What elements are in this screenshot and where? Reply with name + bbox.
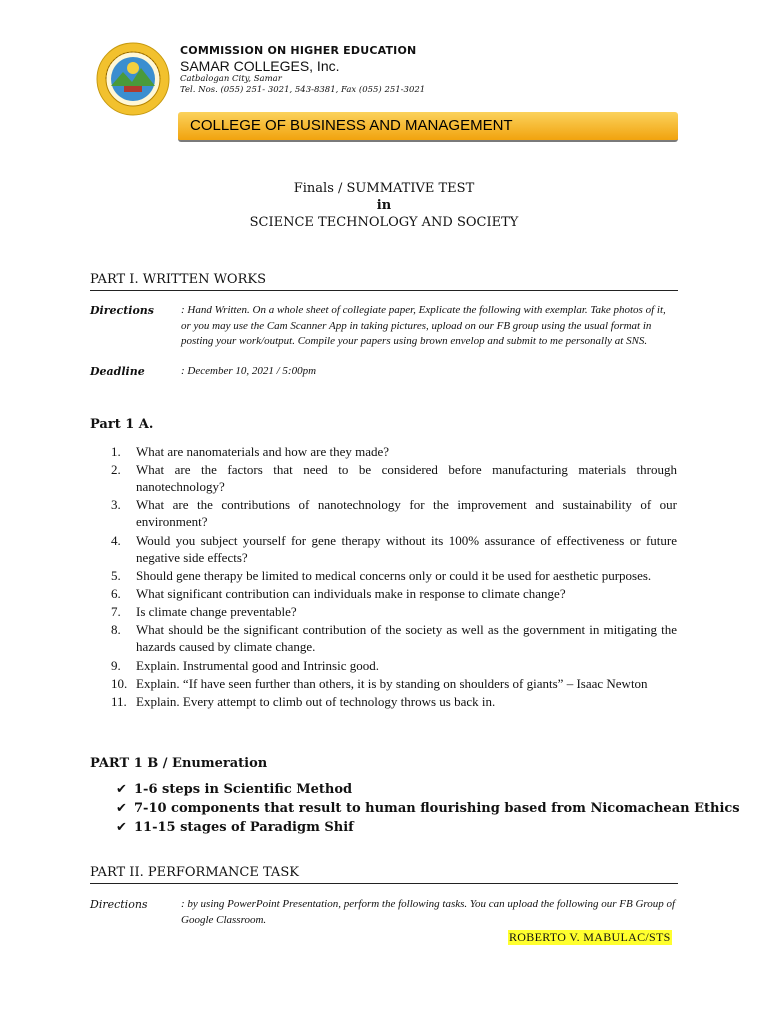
deadline-text: : December 10, 2021 / 5:00pm <box>181 365 317 377</box>
part1-divider <box>90 290 678 291</box>
question-text: What are the factors that need to be considered before manufacturing materials through nanotechnology? <box>136 462 677 495</box>
question-item <box>111 621 677 655</box>
question-text: Should gene therapy be limited to medical concerns only or could it be used for aesthetic purposes. <box>136 567 652 583</box>
directions-label: Directions <box>90 304 154 317</box>
question-text: What should be the significant contribution of the society as well as the government in mitigating the hazards caused by climate change. <box>136 622 677 655</box>
question-item <box>111 496 677 530</box>
question-item <box>111 532 677 566</box>
question-number: 7. <box>111 604 121 620</box>
part2-divider <box>90 883 678 884</box>
commission-name: COMMISSION ON HIGHER EDUCATION <box>180 44 417 57</box>
school-seal-logo <box>96 42 170 116</box>
question-item <box>111 585 677 602</box>
test-title: Finals / SUMMATIVE TEST <box>293 181 475 196</box>
question-number: 9. <box>111 657 121 673</box>
question-text: Explain. Instrumental good and Intrinsic good. <box>136 657 379 673</box>
enumeration-text: 11-15 stages of Paradigm Shif <box>134 820 354 835</box>
enumeration-text: 1-6 steps in Scientific Method <box>134 782 353 797</box>
question-number: 11. <box>111 693 127 709</box>
school-address: Catbalogan City, Samar <box>180 74 282 84</box>
part2-directions-text: : by using PowerPoint Presentation, perform the following tasks. You can upload the following our FB Group of Google Classroom. <box>181 898 676 926</box>
question-text: Explain. “If have seen further than others, it is by standing on shoulders of giants” – Isaac Newton <box>136 675 648 691</box>
part1b-heading: PART 1 B / Enumeration <box>90 756 268 771</box>
subject-title: SCIENCE TECHNOLOGY AND SOCIETY <box>249 215 519 230</box>
part2-heading: PART II. PERFORMANCE TASK <box>90 865 299 880</box>
question-number: 1. <box>111 444 121 459</box>
question-item <box>111 443 677 460</box>
school-contact: Tel. Nos. (055) 251- 3021, 543-8381, Fax (055) 251-3021 <box>180 85 426 95</box>
question-number: 8. <box>111 622 121 638</box>
question-text: Explain. Every attempt to climb out of technology throws us back in. <box>136 693 496 709</box>
enumeration-item <box>116 820 354 835</box>
question-text: What are nanomaterials and how are they made? <box>136 444 390 459</box>
question-number: 3. <box>111 497 121 513</box>
question-text: Would you subject yourself for gene therapy without its 100% assurance of effectiveness or future negative side effects? <box>136 532 677 565</box>
instructor-signature: ROBERTO V. MABULAC/STS <box>509 930 671 944</box>
school-name: SAMAR COLLEGES, Inc. <box>180 58 340 74</box>
part2-directions-label: Directions <box>90 898 148 911</box>
question-text: Is climate change preventable? <box>136 604 297 620</box>
deadline-label: Deadline <box>90 365 145 378</box>
question-number: 2. <box>111 462 121 478</box>
question-item <box>111 567 677 584</box>
college-banner: COLLEGE OF BUSINESS AND MANAGEMENT <box>178 112 678 142</box>
test-title-in: in <box>376 198 392 213</box>
enumeration-text: 7-10 components that result to human flourishing based from Nicomachean Ethics <box>134 801 740 816</box>
check-icon: ✔ <box>116 820 127 835</box>
enumeration-item <box>116 801 740 816</box>
part1-heading: PART I. WRITTEN WORKS <box>90 272 266 287</box>
directions-text: : Hand Written. On a whole sheet of collegiate paper, Explicate the following with exemplar. Take photos of it, or you may use the Cam Scanner App in taking pictures, upload on our FB group using the usual format in posting your work/output. Compile your papers using brown envelop and submit to me personally at SNS. <box>181 304 666 347</box>
enumeration-item <box>116 782 352 797</box>
question-item <box>111 693 677 710</box>
question-text: What significant contribution can individuals make in response to climate change? <box>136 585 566 601</box>
check-icon: ✔ <box>116 782 127 797</box>
part1a-heading: Part 1 A. <box>90 417 154 432</box>
question-number: 10. <box>111 675 128 691</box>
question-item <box>111 603 677 620</box>
question-text: What are the contributions of nanotechnology for the improvement and sustainability of our environment? <box>136 497 677 530</box>
question-number: 4. <box>111 532 121 548</box>
question-number: 5. <box>111 567 121 583</box>
question-list <box>111 443 677 711</box>
question-item <box>111 461 677 495</box>
question-item <box>111 675 677 692</box>
question-item <box>111 657 677 674</box>
check-icon: ✔ <box>116 801 127 816</box>
question-number: 6. <box>111 585 121 601</box>
